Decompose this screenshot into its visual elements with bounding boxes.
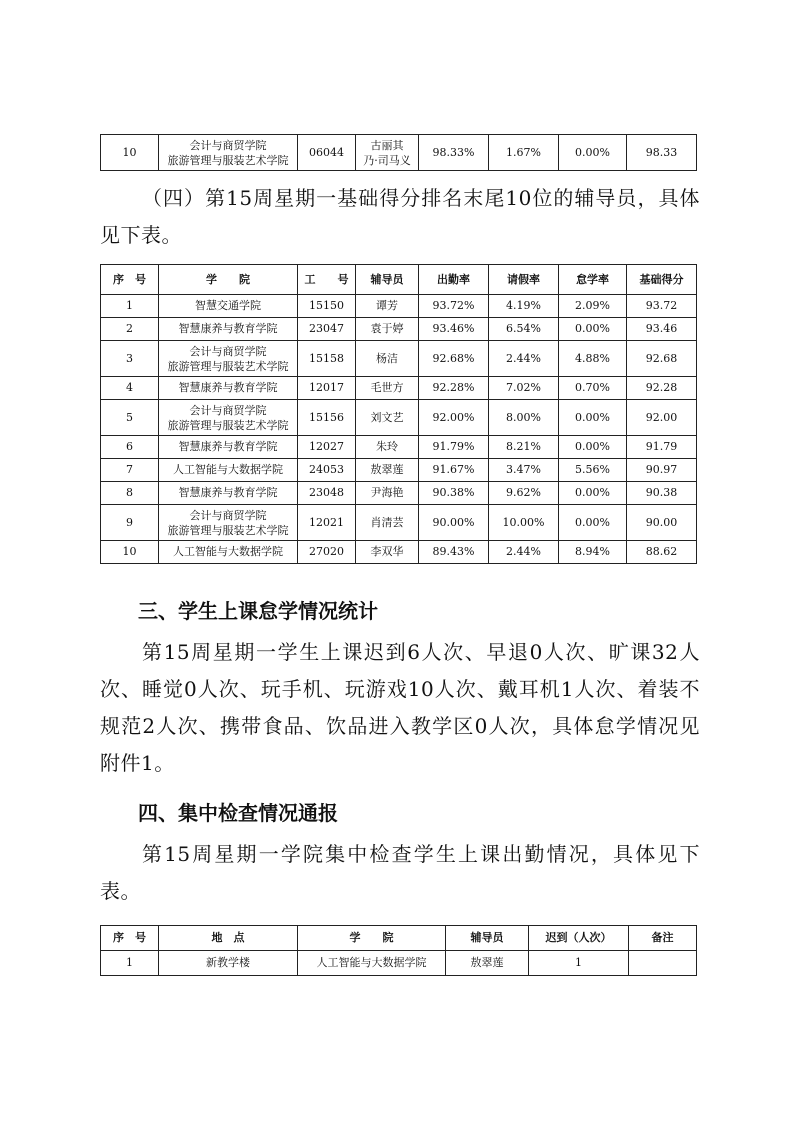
college-cell-line: 会计与商贸学院 bbox=[189, 138, 267, 152]
counselor-cell: 李双华 bbox=[356, 541, 419, 564]
index-cell: 2 bbox=[101, 318, 159, 341]
note-cell bbox=[629, 951, 697, 976]
college-cell bbox=[159, 541, 298, 564]
index-cell: 9 bbox=[101, 505, 159, 541]
score-cell: 93.72 bbox=[627, 295, 697, 318]
header-cell: 辅导员 bbox=[356, 265, 419, 295]
late-count-cell: 1 bbox=[529, 951, 629, 976]
header-cell: 请假率 bbox=[489, 265, 559, 295]
college-cell-line: 人工智能与大数据学院 bbox=[173, 545, 283, 558]
table-row bbox=[101, 377, 697, 400]
staff-id-cell: 23047 bbox=[298, 318, 356, 341]
header-cell: 怠学率 bbox=[559, 265, 627, 295]
staff-id-cell: 15156 bbox=[298, 400, 356, 436]
index-cell: 10 bbox=[101, 135, 159, 171]
section3-heading: 三、学生上课怠学情况统计 bbox=[138, 599, 378, 623]
attendance-rate-cell: 89.43% bbox=[419, 541, 489, 564]
header-cell: 学 院 bbox=[159, 265, 298, 295]
college-cell bbox=[159, 377, 298, 400]
absence-rate-cell: 0.00% bbox=[559, 400, 627, 436]
college-cell-line: 智慧康养与教育学院 bbox=[178, 486, 278, 499]
score-cell: 92.28 bbox=[627, 377, 697, 400]
attendance-rate-cell: 92.00% bbox=[419, 400, 489, 436]
counselor-cell: 敖翠莲 bbox=[446, 951, 529, 976]
header-cell: 工 号 bbox=[298, 265, 356, 295]
absence-rate-cell: 0.00% bbox=[559, 436, 627, 459]
score-cell: 90.00 bbox=[627, 505, 697, 541]
counselor-cell: 毛世方 bbox=[356, 377, 419, 400]
top-table bbox=[100, 134, 697, 171]
leave-rate-cell: 1.67% bbox=[489, 135, 559, 171]
college-cell bbox=[159, 341, 298, 377]
section4-paragraph: 第15周星期一学院集中检查学生上课出勤情况，具体见下表。 bbox=[100, 842, 700, 903]
leave-rate-cell: 9.62% bbox=[489, 482, 559, 505]
staff-id-cell: 15158 bbox=[298, 341, 356, 377]
counselor-cell bbox=[356, 135, 419, 171]
index-cell: 3 bbox=[101, 341, 159, 377]
attendance-rate-cell: 90.38% bbox=[419, 482, 489, 505]
index-cell: 1 bbox=[101, 295, 159, 318]
attendance-rate-cell: 90.00% bbox=[419, 505, 489, 541]
college-cell-line: 旅游管理与服装艺术学院 bbox=[167, 359, 289, 373]
college-cell bbox=[159, 459, 298, 482]
college-cell bbox=[159, 436, 298, 459]
counselor-cell: 朱玲 bbox=[356, 436, 419, 459]
bottom10-header-row bbox=[101, 265, 697, 295]
score-cell: 92.00 bbox=[627, 400, 697, 436]
college-cell bbox=[159, 482, 298, 505]
score-cell: 93.46 bbox=[627, 318, 697, 341]
counselor-cell: 尹海艳 bbox=[356, 482, 419, 505]
table-row bbox=[101, 400, 697, 436]
score-cell: 90.38 bbox=[627, 482, 697, 505]
attendance-rate-cell: 91.79% bbox=[419, 436, 489, 459]
college-cell-line: 会计与商贸学院 bbox=[189, 508, 267, 522]
staff-id-cell: 15150 bbox=[298, 295, 356, 318]
leave-rate-cell: 10.00% bbox=[489, 505, 559, 541]
absence-rate-cell: 0.00% bbox=[559, 482, 627, 505]
college-cell bbox=[159, 135, 298, 171]
staff-id-cell: 06044 bbox=[298, 135, 356, 171]
table-row bbox=[101, 505, 697, 541]
counselor-cell: 杨洁 bbox=[356, 341, 419, 377]
counselor-cell: 谭芳 bbox=[356, 295, 419, 318]
staff-id-cell: 27020 bbox=[298, 541, 356, 564]
table-row bbox=[101, 318, 697, 341]
table-row bbox=[101, 482, 697, 505]
counselor-cell: 敖翠莲 bbox=[356, 459, 419, 482]
college-cell-line: 旅游管理与服装艺术学院 bbox=[167, 418, 289, 432]
leave-rate-cell: 4.19% bbox=[489, 295, 559, 318]
header-cell: 备注 bbox=[629, 926, 697, 951]
absence-rate-cell: 8.94% bbox=[559, 541, 627, 564]
inspection-header-row bbox=[101, 926, 697, 951]
counselor-cell-line: 古丽其 bbox=[370, 138, 404, 152]
staff-id-cell: 12017 bbox=[298, 377, 356, 400]
index-cell: 5 bbox=[101, 400, 159, 436]
college-cell bbox=[159, 295, 298, 318]
college-cell-line: 会计与商贸学院 bbox=[189, 403, 267, 417]
index-cell: 4 bbox=[101, 377, 159, 400]
score-cell: 88.62 bbox=[627, 541, 697, 564]
attendance-rate-cell: 91.67% bbox=[419, 459, 489, 482]
section3-paragraph: 第15周星期一学生上课迟到6人次、早退0人次、旷课32人次、睡觉0人次、玩手机、玩游戏10人次、戴耳机1人次、着装不规范2人次、携带食品、饮品进入教学区0人次，具体怠学情况见附件1。 bbox=[100, 640, 700, 775]
index-cell: 7 bbox=[101, 459, 159, 482]
section4-heading: 四、集中检查情况通报 bbox=[138, 801, 338, 825]
leave-rate-cell: 7.02% bbox=[489, 377, 559, 400]
table-row bbox=[101, 951, 697, 976]
header-cell: 迟到（人次） bbox=[529, 926, 629, 951]
absence-rate-cell: 2.09% bbox=[559, 295, 627, 318]
table-row bbox=[101, 135, 697, 171]
attendance-rate-cell: 92.68% bbox=[419, 341, 489, 377]
staff-id-cell: 23048 bbox=[298, 482, 356, 505]
attendance-rate-cell: 93.46% bbox=[419, 318, 489, 341]
index-cell: 10 bbox=[101, 541, 159, 564]
college-cell-line: 智慧康养与教育学院 bbox=[178, 322, 278, 335]
header-cell: 序 号 bbox=[101, 265, 159, 295]
college-cell: 人工智能与大数据学院 bbox=[298, 951, 446, 976]
college-cell bbox=[159, 400, 298, 436]
absence-rate-cell: 0.00% bbox=[559, 135, 627, 171]
staff-id-cell: 12027 bbox=[298, 436, 356, 459]
header-cell: 地 点 bbox=[159, 926, 298, 951]
table-row bbox=[101, 541, 697, 564]
absence-rate-cell: 5.56% bbox=[559, 459, 627, 482]
table-row bbox=[101, 295, 697, 318]
college-cell-line: 会计与商贸学院 bbox=[189, 344, 267, 358]
bottom10-table bbox=[100, 264, 697, 564]
header-cell: 基础得分 bbox=[627, 265, 697, 295]
place-cell: 新教学楼 bbox=[159, 951, 298, 976]
college-cell-line: 智慧康养与教育学院 bbox=[178, 381, 278, 394]
index-cell: 8 bbox=[101, 482, 159, 505]
header-cell: 学 院 bbox=[298, 926, 446, 951]
index-cell: 6 bbox=[101, 436, 159, 459]
table-row bbox=[101, 341, 697, 377]
leave-rate-cell: 8.00% bbox=[489, 400, 559, 436]
attendance-rate-cell: 98.33% bbox=[419, 135, 489, 171]
score-cell: 91.79 bbox=[627, 436, 697, 459]
counselor-cell: 刘文艺 bbox=[356, 400, 419, 436]
counselor-cell-line: 乃·司马义 bbox=[363, 153, 411, 167]
staff-id-cell: 24053 bbox=[298, 459, 356, 482]
inspection-table bbox=[100, 925, 697, 976]
table-row bbox=[101, 436, 697, 459]
score-cell: 98.33 bbox=[627, 135, 697, 171]
leave-rate-cell: 3.47% bbox=[489, 459, 559, 482]
header-cell: 辅导员 bbox=[446, 926, 529, 951]
leave-rate-cell: 2.44% bbox=[489, 341, 559, 377]
counselor-cell: 肖清芸 bbox=[356, 505, 419, 541]
college-cell-line: 旅游管理与服装艺术学院 bbox=[167, 153, 289, 167]
absence-rate-cell: 4.88% bbox=[559, 341, 627, 377]
absence-rate-cell: 0.00% bbox=[559, 505, 627, 541]
header-cell: 出勤率 bbox=[419, 265, 489, 295]
score-cell: 92.68 bbox=[627, 341, 697, 377]
leave-rate-cell: 2.44% bbox=[489, 541, 559, 564]
college-cell bbox=[159, 505, 298, 541]
college-cell-line: 智慧康养与教育学院 bbox=[178, 440, 278, 453]
attendance-rate-cell: 92.28% bbox=[419, 377, 489, 400]
leave-rate-cell: 8.21% bbox=[489, 436, 559, 459]
counselor-cell: 袁于婷 bbox=[356, 318, 419, 341]
score-cell: 90.97 bbox=[627, 459, 697, 482]
college-cell bbox=[159, 318, 298, 341]
absence-rate-cell: 0.00% bbox=[559, 318, 627, 341]
absence-rate-cell: 0.70% bbox=[559, 377, 627, 400]
college-cell-line: 人工智能与大数据学院 bbox=[173, 463, 283, 476]
table-row bbox=[101, 459, 697, 482]
college-cell-line: 智慧交通学院 bbox=[195, 299, 261, 312]
staff-id-cell: 12021 bbox=[298, 505, 356, 541]
college-cell-line: 旅游管理与服装艺术学院 bbox=[167, 523, 289, 537]
section4-sub-paragraph: （四）第15周星期一基础得分排名末尾10位的辅导员，具体见下表。 bbox=[100, 186, 700, 247]
attendance-rate-cell: 93.72% bbox=[419, 295, 489, 318]
index-cell: 1 bbox=[101, 951, 159, 976]
header-cell: 序 号 bbox=[101, 926, 159, 951]
leave-rate-cell: 6.54% bbox=[489, 318, 559, 341]
